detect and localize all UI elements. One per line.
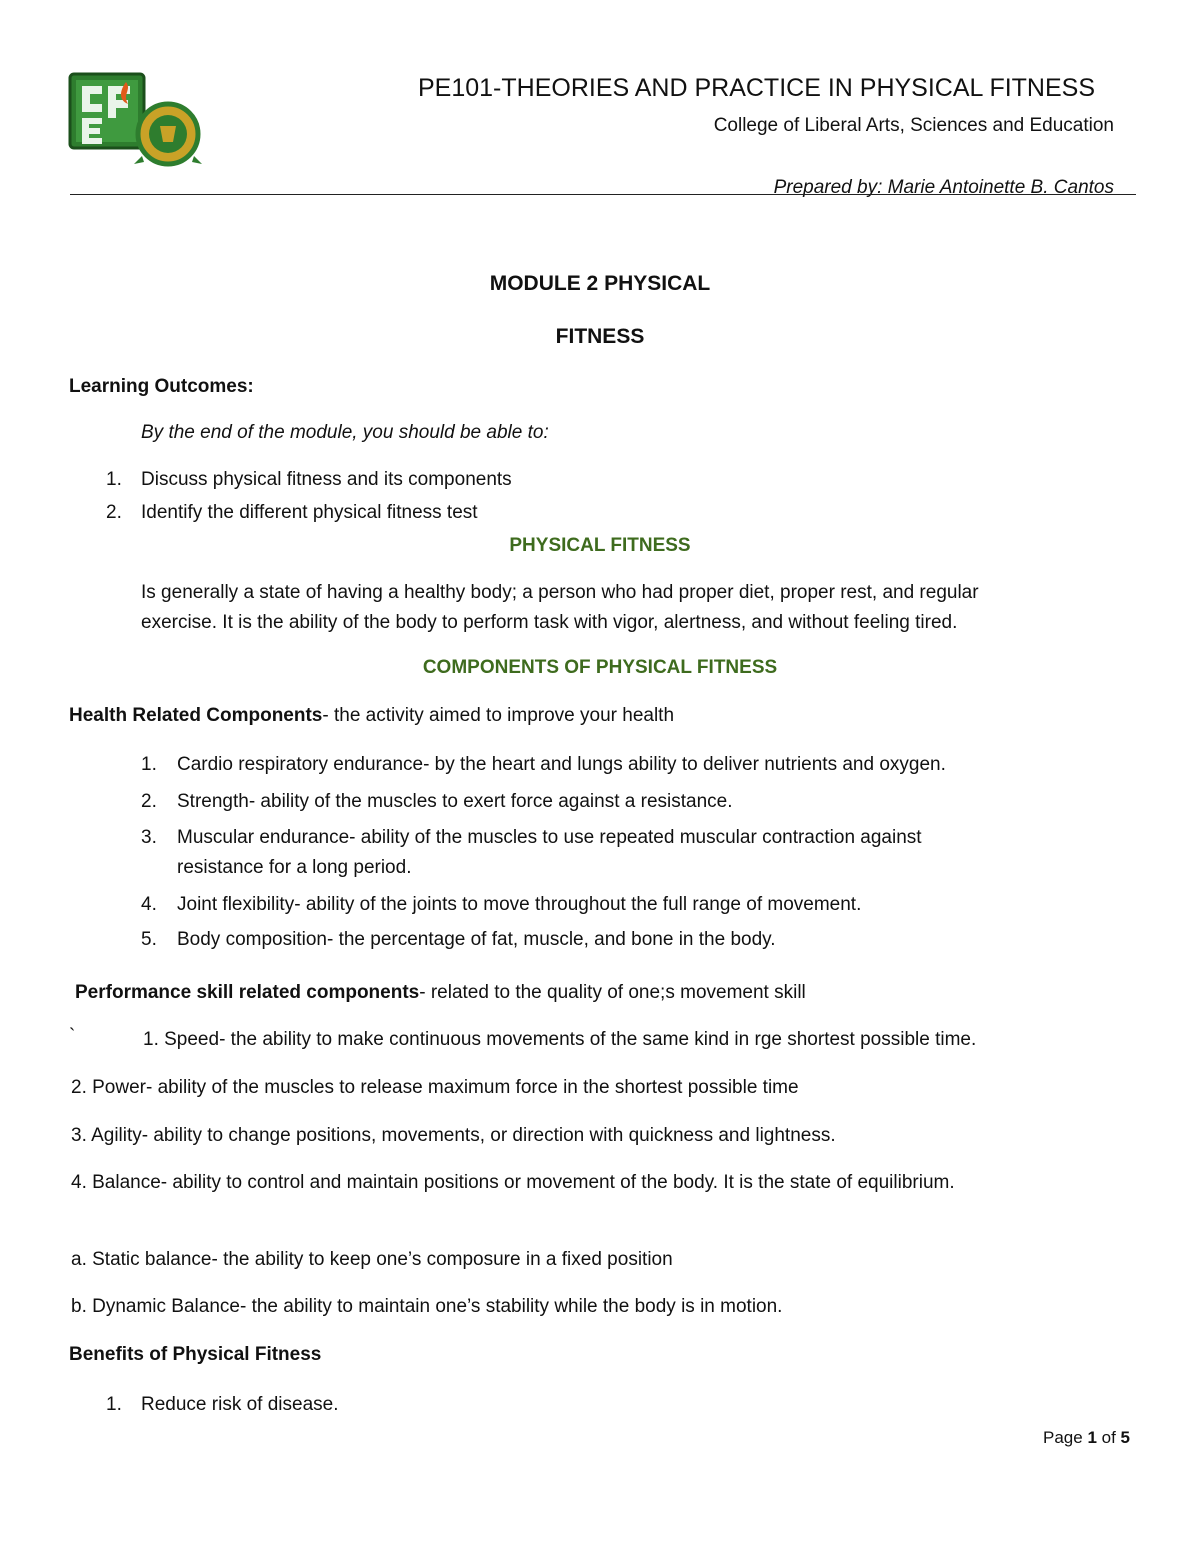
components-heading: COMPONENTS OF PHYSICAL FITNESS bbox=[422, 657, 778, 678]
list-number: 2. bbox=[106, 502, 122, 523]
header-rule bbox=[70, 194, 1136, 195]
list-number: 1. bbox=[106, 1394, 122, 1415]
prepared-by: Prepared by: Marie Antoinette B. Cantos bbox=[773, 177, 1114, 198]
physical-fitness-text: Is generally a state of having a healthy body; a person who had proper diet, proper rest, and regular bbox=[141, 582, 979, 603]
list-item: 1. Speed- the ability to make continuous movements of the same kind in rge shortest possible time. bbox=[143, 1029, 977, 1050]
list-item: Cardio respiratory endurance- by the heart and lungs ability to deliver nutrients and oxygen. bbox=[177, 754, 946, 775]
list-number: 5. bbox=[141, 929, 157, 950]
total-pages: 5 bbox=[1120, 1428, 1130, 1447]
list-number: 1. bbox=[141, 754, 157, 775]
performance-components-line bbox=[75, 982, 806, 1004]
college-logo bbox=[68, 68, 210, 168]
stray-backtick: ` bbox=[69, 1026, 76, 1047]
list-item: Reduce risk of disease. bbox=[141, 1394, 339, 1415]
performance-components-label: Performance skill related components bbox=[75, 982, 420, 1003]
page-of: of bbox=[1096, 1428, 1121, 1447]
list-item: Muscular endurance- ability of the muscles to use repeated muscular contraction against bbox=[177, 827, 922, 848]
list-number: 3. bbox=[141, 827, 157, 848]
list-number: 4. bbox=[141, 894, 157, 915]
balance-type-item: b. Dynamic Balance- the ability to maintain one’s stability while the body is in motion. bbox=[71, 1296, 783, 1317]
benefits-heading: Benefits of Physical Fitness bbox=[69, 1344, 322, 1365]
page-number bbox=[1043, 1428, 1130, 1448]
list-item: Identify the different physical fitness test bbox=[141, 502, 478, 523]
course-title: PE101-THEORIES AND PRACTICE IN PHYSICAL FITNESS bbox=[418, 74, 1096, 102]
list-item: Joint flexibility- ability of the joints to move throughout the full range of movement. bbox=[177, 894, 862, 915]
list-item: Discuss physical fitness and its components bbox=[141, 469, 512, 490]
list-item-continued: resistance for a long period. bbox=[177, 857, 412, 878]
current-page: 1 bbox=[1087, 1428, 1097, 1447]
college-name: College of Liberal Arts, Sciences and Education bbox=[713, 115, 1114, 136]
list-number: 2. bbox=[141, 791, 157, 812]
learning-outcomes-heading: Learning Outcomes: bbox=[69, 376, 254, 397]
physical-fitness-heading: PHYSICAL FITNESS bbox=[509, 535, 691, 556]
module-subtitle: FITNESS bbox=[555, 325, 645, 348]
learning-outcomes-intro: By the end of the module, you should be able to: bbox=[141, 422, 549, 443]
list-item: 3. Agility- ability to change positions, movements, or direction with quickness and lightness. bbox=[71, 1125, 836, 1146]
module-title: MODULE 2 PHYSICAL bbox=[489, 272, 711, 295]
list-number: 1. bbox=[106, 469, 122, 490]
list-item: 4. Balance- ability to control and maintain positions or movement of the body. It is the state of equilibrium. bbox=[71, 1172, 955, 1193]
health-components-line bbox=[69, 705, 674, 727]
performance-components-desc: - related to the quality of one;s movement skill bbox=[419, 982, 806, 1003]
balance-type-item: a. Static balance- the ability to keep one’s composure in a fixed position bbox=[71, 1249, 673, 1270]
health-components-desc: - the activity aimed to improve your health bbox=[322, 705, 675, 726]
list-item: 2. Power- ability of the muscles to release maximum force in the shortest possible time bbox=[71, 1077, 799, 1098]
list-item: Strength- ability of the muscles to exert force against a resistance. bbox=[177, 791, 733, 812]
page-prefix: Page bbox=[1043, 1428, 1088, 1447]
health-components-label: Health Related Components bbox=[69, 705, 323, 726]
physical-fitness-text: exercise. It is the ability of the body to perform task with vigor, alertness, and without feeling tired. bbox=[141, 612, 958, 633]
list-item: Body composition- the percentage of fat, muscle, and bone in the body. bbox=[177, 929, 776, 950]
